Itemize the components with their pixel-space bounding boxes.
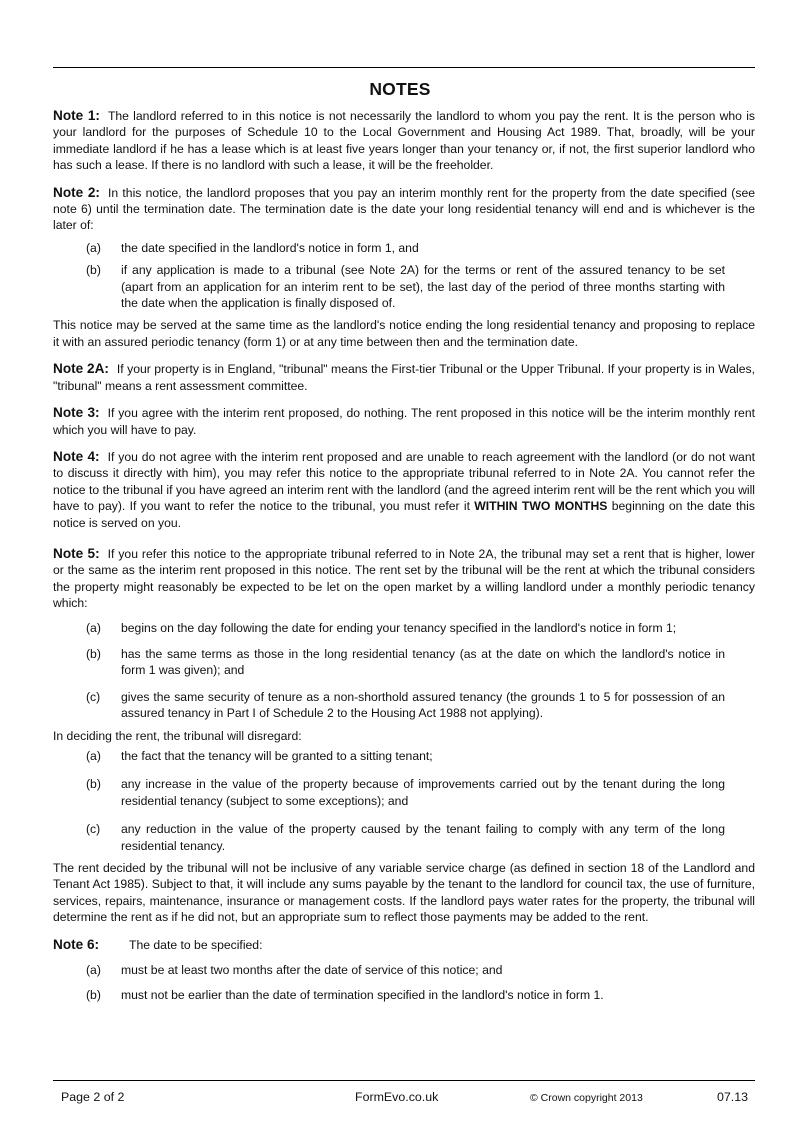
list-item-label: (a) xyxy=(86,240,101,255)
note-4-heading: Note 4: xyxy=(53,448,100,464)
note-4-text-end: beginning on the date this notice is served on you. xyxy=(53,499,755,530)
note-6-heading: Note 6: xyxy=(53,936,100,952)
note-1 xyxy=(53,108,755,174)
notes-body xyxy=(53,108,755,1010)
list-item-text: must be at least two months after the date of service of this notice; and xyxy=(121,963,503,978)
note-3 xyxy=(53,405,755,438)
note-2a-heading: Note 2A: xyxy=(53,361,109,377)
note-5-heading: Note 5: xyxy=(53,545,100,561)
list-item-text: gives the same security of tenure as a non-shorthold assured tenancy (the grounds 1 to 5 for possession of an assured tenancy in Part I of Schedule 2 to the Housing Act 1988 not applying). xyxy=(121,689,725,721)
list-item-text: any reduction in the value of the property caused by the tenant failing to comply with any term of the long residential tenancy. xyxy=(121,822,725,853)
note-4 xyxy=(53,449,755,531)
list-item-text: must not be earlier than the date of termination specified in the landlord's notice in form 1. xyxy=(121,988,604,1003)
list-item xyxy=(53,962,755,978)
note-2a-text: If your property is in England, "tribunal" means the First-tier Tribunal or the Upper Tribunal. If your property is in Wales, "tribunal" means a rent assessment committee. xyxy=(53,362,755,393)
list-item xyxy=(53,776,755,809)
list-item xyxy=(53,620,755,636)
form-version: 07.13 xyxy=(717,1090,749,1104)
note-3-heading: Note 3: xyxy=(53,405,100,421)
note-2-heading: Note 2: xyxy=(53,184,100,200)
note-5-disregard-list xyxy=(53,748,755,854)
list-item-label: (c) xyxy=(86,689,101,704)
note-6-text: The date to be specified: xyxy=(129,937,263,952)
note-5-text: If you refer this notice to the appropriate tribunal referred to in Note 2A, the tribunal may set a rent that is higher, lower or the same as the interim rent proposed in this notice. The rent set by the tribunal will be the rent at which the tribunal considers the property might reasonably be expected to be let on the open market by a willing landlord under a monthly periodic tenancy which: xyxy=(53,546,755,611)
list-item-text: begins on the day following the date for ending your tenancy specified in the landlord's notice in form 1; xyxy=(121,620,677,635)
note-3-text: If you agree with the interim rent proposed, do nothing. The rent proposed in this notice will be the interim monthly rent which you will have to pay. xyxy=(53,406,755,437)
page-title: NOTES xyxy=(369,79,431,99)
note-2 xyxy=(53,185,755,351)
list-item-label: (a) xyxy=(86,963,101,978)
page-number: Page 2 of 2 xyxy=(61,1090,125,1104)
list-item xyxy=(53,987,755,1003)
note-2a xyxy=(53,361,755,394)
list-item xyxy=(53,748,755,764)
note-6 xyxy=(53,937,755,1004)
list-item-text: has the same terms as those in the long residential tenancy (as at the date on which the landlord's notice in form 1 was given); and xyxy=(121,646,725,678)
site-name: FormEvo.co.uk xyxy=(355,1090,439,1104)
list-item xyxy=(53,262,755,311)
note-5-after: The rent decided by the tribunal will not be inclusive of any variable service charge (as defined in section 18 of the Landlord and Tenant Act 1985). Subject to that, it will include any sums payable by the tenant to the landlord for council tax, the use of furniture, services, repairs, maintenance, insurance or management costs. If the landlord pays water rates for the property, the tribunal will determine the rent as if he did not, but an appropriate sum to reflect those payments may be added to the rent. xyxy=(53,861,755,925)
list-item-text: any increase in the value of the property because of improvements carried out by the tenant during the long residential tenancy (subject to some exceptions); and xyxy=(121,777,725,808)
list-item xyxy=(53,240,755,256)
note-4-text: If you do not agree with the interim rent proposed and are unable to reach agreement with the landlord (or do not want to discuss it directly with him), you may refer this notice to the appropriate tribunal referred to in Note 2A. You cannot refer the notice to the tribunal if you have agreed an interim rent with the landlord (and the agreed interim rent will be the rent which you will have to pay). If you want to refer the notice to the tribunal, you must refer it xyxy=(53,449,755,514)
list-item xyxy=(53,821,755,854)
note-2-list xyxy=(53,240,755,312)
list-item-label: (a) xyxy=(86,620,101,635)
top-divider xyxy=(53,67,755,68)
list-item-text: if any application is made to a tribunal (see Note 2A) for the terms or rent of the assured tenancy to be set (apart from an application for an interim rent to be set), the last day of the period of three months starting with the date when the application is finally disposed of. xyxy=(121,263,725,311)
list-item-label: (b) xyxy=(86,777,101,792)
note-1-text: The landlord referred to in this notice is not necessarily the landlord to whom you pay the rent. It is the person who is your landlord for the purposes of Schedule 10 to the Local Government and Housing Act 1989. That, broadly, will be your immediate landlord if he has a lease which is at least five years longer than your tenancy or, if not, the first superior landlord who has such a lease. If there is no landlord with such a lease, it will be the freeholder. xyxy=(53,109,755,173)
note-2-text: In this notice, the landlord proposes that you pay an interim monthly rent for the property from the date specified (see note 6) until the termination date. The termination date is the date your long residential tenancy will end and is whichever is the later of: xyxy=(53,185,755,233)
note-6-list xyxy=(53,962,755,1004)
list-item-label: (b) xyxy=(86,263,101,278)
note-5-disregard-intro: In deciding the rent, the tribunal will disregard: xyxy=(53,728,302,743)
note-4-emphasis: WITHIN TWO MONTHS xyxy=(474,499,608,514)
list-item xyxy=(53,646,755,679)
note-2-after: This notice may be served at the same time as the landlord's notice ending the long residential tenancy and proposing to replace it with an assured periodic tenancy (form 1) or at any time between then and the termination date. xyxy=(53,318,755,349)
copyright-notice: © Crown copyright 2013 xyxy=(530,1092,643,1104)
note-5 xyxy=(53,546,755,926)
list-item-label: (b) xyxy=(86,988,101,1003)
list-item-label: (c) xyxy=(86,822,101,837)
list-item xyxy=(53,689,755,722)
list-item-text: the date specified in the landlord's notice in form 1, and xyxy=(121,240,419,255)
list-item-text: the fact that the tenancy will be granted to a sitting tenant; xyxy=(121,749,433,763)
note-1-heading: Note 1: xyxy=(53,108,100,123)
list-item-label: (a) xyxy=(86,749,101,763)
page-footer xyxy=(0,1090,800,1110)
list-item-label: (b) xyxy=(86,646,101,661)
bottom-divider xyxy=(53,1080,755,1081)
note-5-list xyxy=(53,620,755,722)
